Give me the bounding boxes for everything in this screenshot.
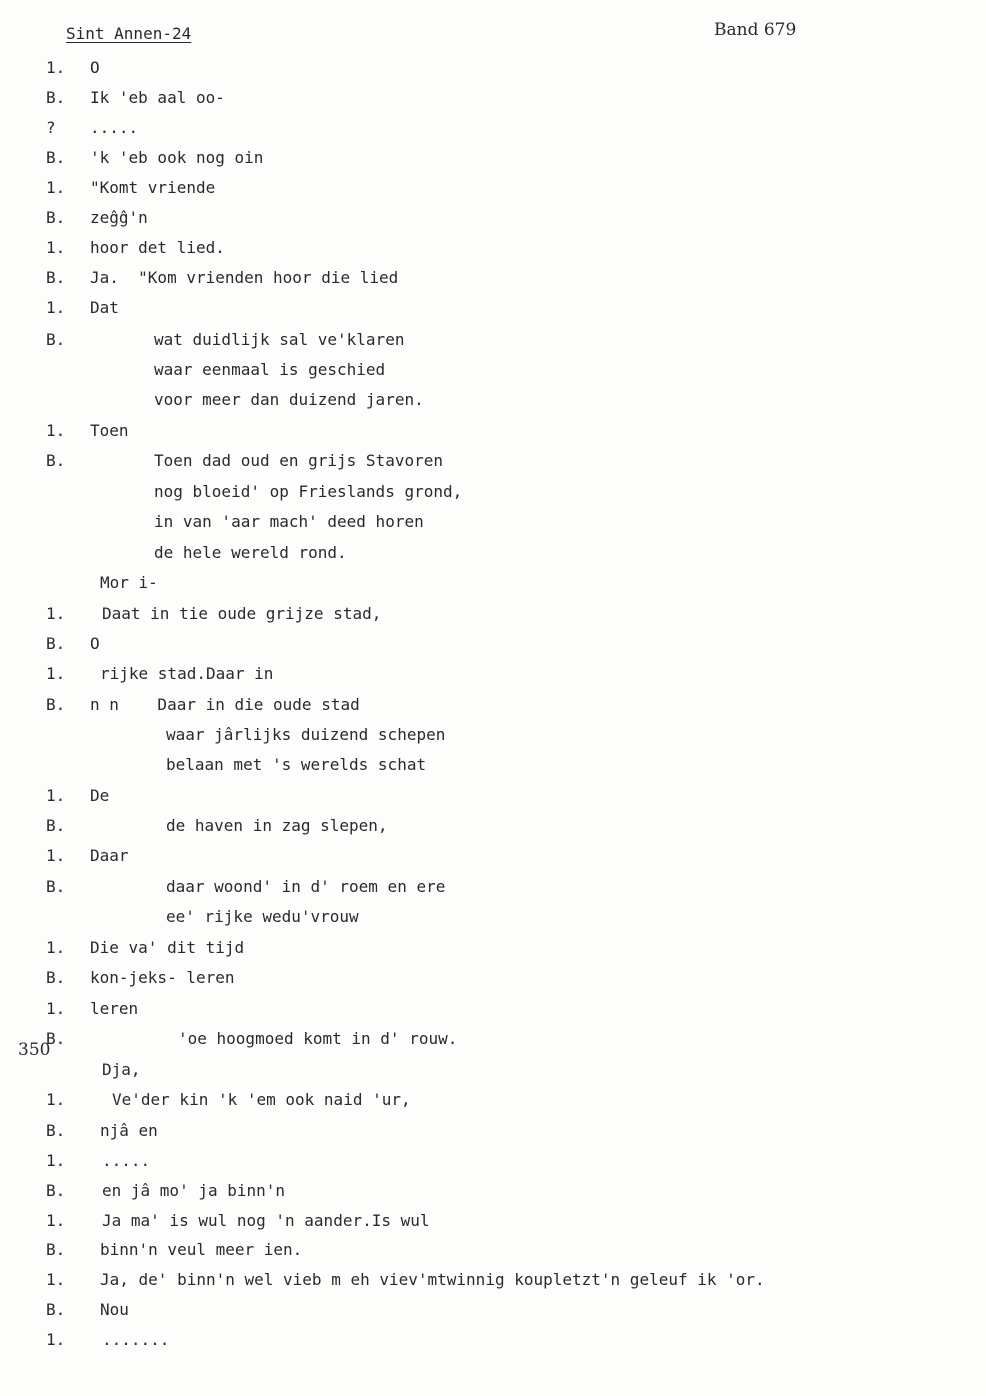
- speaker-label: 1.: [46, 604, 66, 623]
- line-text: de hele wereld rond.: [154, 543, 347, 562]
- transcript-line: [0, 1090, 986, 1112]
- speaker-label: B.: [46, 88, 66, 107]
- transcript-line: [0, 208, 986, 230]
- speaker-label: B.: [46, 330, 66, 349]
- line-text: n n Daar in die oude stad: [90, 695, 360, 714]
- speaker-label: B.: [46, 1300, 66, 1319]
- transcript-line: [0, 298, 986, 320]
- line-text: .....: [102, 1151, 151, 1170]
- transcript-line: [0, 148, 986, 170]
- transcript-line: [0, 543, 986, 565]
- transcript-line: [0, 390, 986, 412]
- speaker-label: B.: [46, 1029, 66, 1048]
- transcript-line: [0, 1330, 986, 1352]
- line-text: O: [90, 58, 100, 77]
- line-text: Dat: [90, 298, 119, 317]
- speaker-label: B.: [46, 634, 66, 653]
- line-text: voor meer dan duizend jaren.: [154, 390, 424, 409]
- line-text: en jâ mo' ja binn'n: [102, 1181, 286, 1200]
- line-text: Daat in tie oude grijze stad,: [102, 604, 382, 623]
- transcript-line: [0, 88, 986, 110]
- line-text: O: [90, 634, 100, 653]
- transcript-line: [0, 846, 986, 868]
- transcript-line: [0, 604, 986, 626]
- transcript-line: [0, 1060, 986, 1082]
- transcript-line: [0, 238, 986, 260]
- speaker-label: 1.: [46, 1330, 66, 1349]
- line-text: daar woond' in d' roem en ere: [166, 877, 446, 896]
- speaker-label: 1.: [46, 999, 66, 1018]
- transcript-line: [0, 634, 986, 656]
- line-text: hoor det lied.: [90, 238, 225, 257]
- transcript-line: [0, 786, 986, 808]
- line-text: njâ en: [100, 1121, 158, 1140]
- line-text: zeĝĝ'n: [90, 208, 148, 227]
- transcript-line: [0, 816, 986, 838]
- transcript-line: [0, 664, 986, 686]
- line-text: Toen: [90, 421, 129, 440]
- transcript-line: [0, 755, 986, 777]
- speaker-label: 1.: [46, 58, 66, 77]
- speaker-label: 1.: [46, 786, 66, 805]
- line-text: "Komt vriende: [90, 178, 216, 197]
- speaker-label: 1.: [46, 664, 66, 683]
- transcript-line: [0, 360, 986, 382]
- line-text: Nou: [100, 1300, 129, 1319]
- speaker-label: 1.: [46, 846, 66, 865]
- speaker-label: 1.: [46, 1090, 66, 1109]
- line-text: belaan met 's werelds schat: [166, 755, 427, 774]
- line-text: Daar: [90, 846, 129, 865]
- speaker-label: 1.: [46, 938, 66, 957]
- speaker-label: 1.: [46, 1211, 66, 1230]
- transcript-line: [0, 421, 986, 443]
- line-text: ee' rijke wedu'vrouw: [166, 907, 359, 926]
- speaker-label: 1.: [46, 421, 66, 440]
- page-title: Sint Annen-24: [66, 24, 192, 43]
- transcript-line: [0, 1121, 986, 1143]
- speaker-label: 1.: [46, 238, 66, 257]
- line-text: Ja, de' binn'n wel vieb m eh viev'mtwinnig koupletzt'n geleuf ik 'or.: [100, 1270, 765, 1289]
- line-text: .....: [90, 118, 139, 137]
- speaker-label: B.: [46, 695, 66, 714]
- transcript-line: [0, 482, 986, 504]
- transcript-line: [0, 1211, 986, 1233]
- margin-note: 350: [18, 1040, 51, 1060]
- line-text: in van 'aar mach' deed horen: [154, 512, 424, 531]
- line-text: De: [90, 786, 110, 805]
- line-text: 'k 'eb ook nog oin: [90, 148, 264, 167]
- transcript-line: [0, 573, 986, 595]
- line-text: .......: [102, 1330, 170, 1349]
- transcript-line: [0, 1300, 986, 1322]
- transcript-line: [0, 1270, 986, 1292]
- transcript-line: [0, 1181, 986, 1203]
- transcript-line: [0, 118, 986, 140]
- line-text: rijke stad.Daar in: [100, 664, 274, 683]
- speaker-label: B.: [46, 148, 66, 167]
- transcript-line: [0, 938, 986, 960]
- transcript-line: [0, 695, 986, 717]
- speaker-label: 1.: [46, 1151, 66, 1170]
- speaker-label: B.: [46, 1121, 66, 1140]
- speaker-label: B.: [46, 816, 66, 835]
- transcript-line: [0, 178, 986, 200]
- line-text: Ve'der kin 'k 'em ook naid 'ur,: [112, 1090, 411, 1109]
- speaker-label: B.: [46, 1181, 66, 1200]
- band-number: Band 679: [714, 20, 797, 40]
- speaker-label: B.: [46, 268, 66, 287]
- speaker-label: B.: [46, 451, 66, 470]
- transcript-line: [0, 58, 986, 80]
- line-text: kon-jeks- leren: [90, 968, 235, 987]
- transcript-line: [0, 999, 986, 1021]
- transcript-line: [0, 877, 986, 899]
- line-text: Ja ma' is wul nog 'n aander.Is wul: [102, 1211, 430, 1230]
- line-text: Ik 'eb aal oo-: [90, 88, 225, 107]
- transcript-line: [0, 330, 986, 352]
- transcript-line: [0, 968, 986, 990]
- line-text: waar jârlijks duizend schepen: [166, 725, 446, 744]
- transcript-line: [0, 725, 986, 747]
- speaker-label: 1.: [46, 178, 66, 197]
- line-text: Die va' dit tijd: [90, 938, 245, 957]
- line-text: de haven in zag slepen,: [166, 816, 388, 835]
- transcript-line: [0, 512, 986, 534]
- transcript-line: [0, 268, 986, 290]
- line-text: wat duidlijk sal ve'klaren: [154, 330, 405, 349]
- line-text: Ja. "Kom vrienden hoor die lied: [90, 268, 399, 287]
- line-text: 'oe hoogmoed komt in d' rouw.: [178, 1029, 458, 1048]
- line-text: nog bloeid' op Frieslands grond,: [154, 482, 463, 501]
- transcript-line: [0, 451, 986, 473]
- transcript-line: [0, 1029, 986, 1051]
- speaker-label: ?: [46, 118, 56, 137]
- transcript-line: [0, 907, 986, 929]
- speaker-label: 1.: [46, 298, 66, 317]
- line-text: Dja,: [102, 1060, 141, 1079]
- speaker-label: B.: [46, 968, 66, 987]
- line-text: Toen dad oud en grijs Stavoren: [154, 451, 443, 470]
- line-text: leren: [90, 999, 139, 1018]
- transcript-line: [0, 1240, 986, 1262]
- speaker-label: B.: [46, 208, 66, 227]
- line-text: waar eenmaal is geschied: [154, 360, 386, 379]
- speaker-label: B.: [46, 877, 66, 896]
- line-text: binn'n veul meer ien.: [100, 1240, 303, 1259]
- line-text: Mor i-: [100, 573, 158, 592]
- speaker-label: B.: [46, 1240, 66, 1259]
- transcript-line: [0, 1151, 986, 1173]
- speaker-label: 1.: [46, 1270, 66, 1289]
